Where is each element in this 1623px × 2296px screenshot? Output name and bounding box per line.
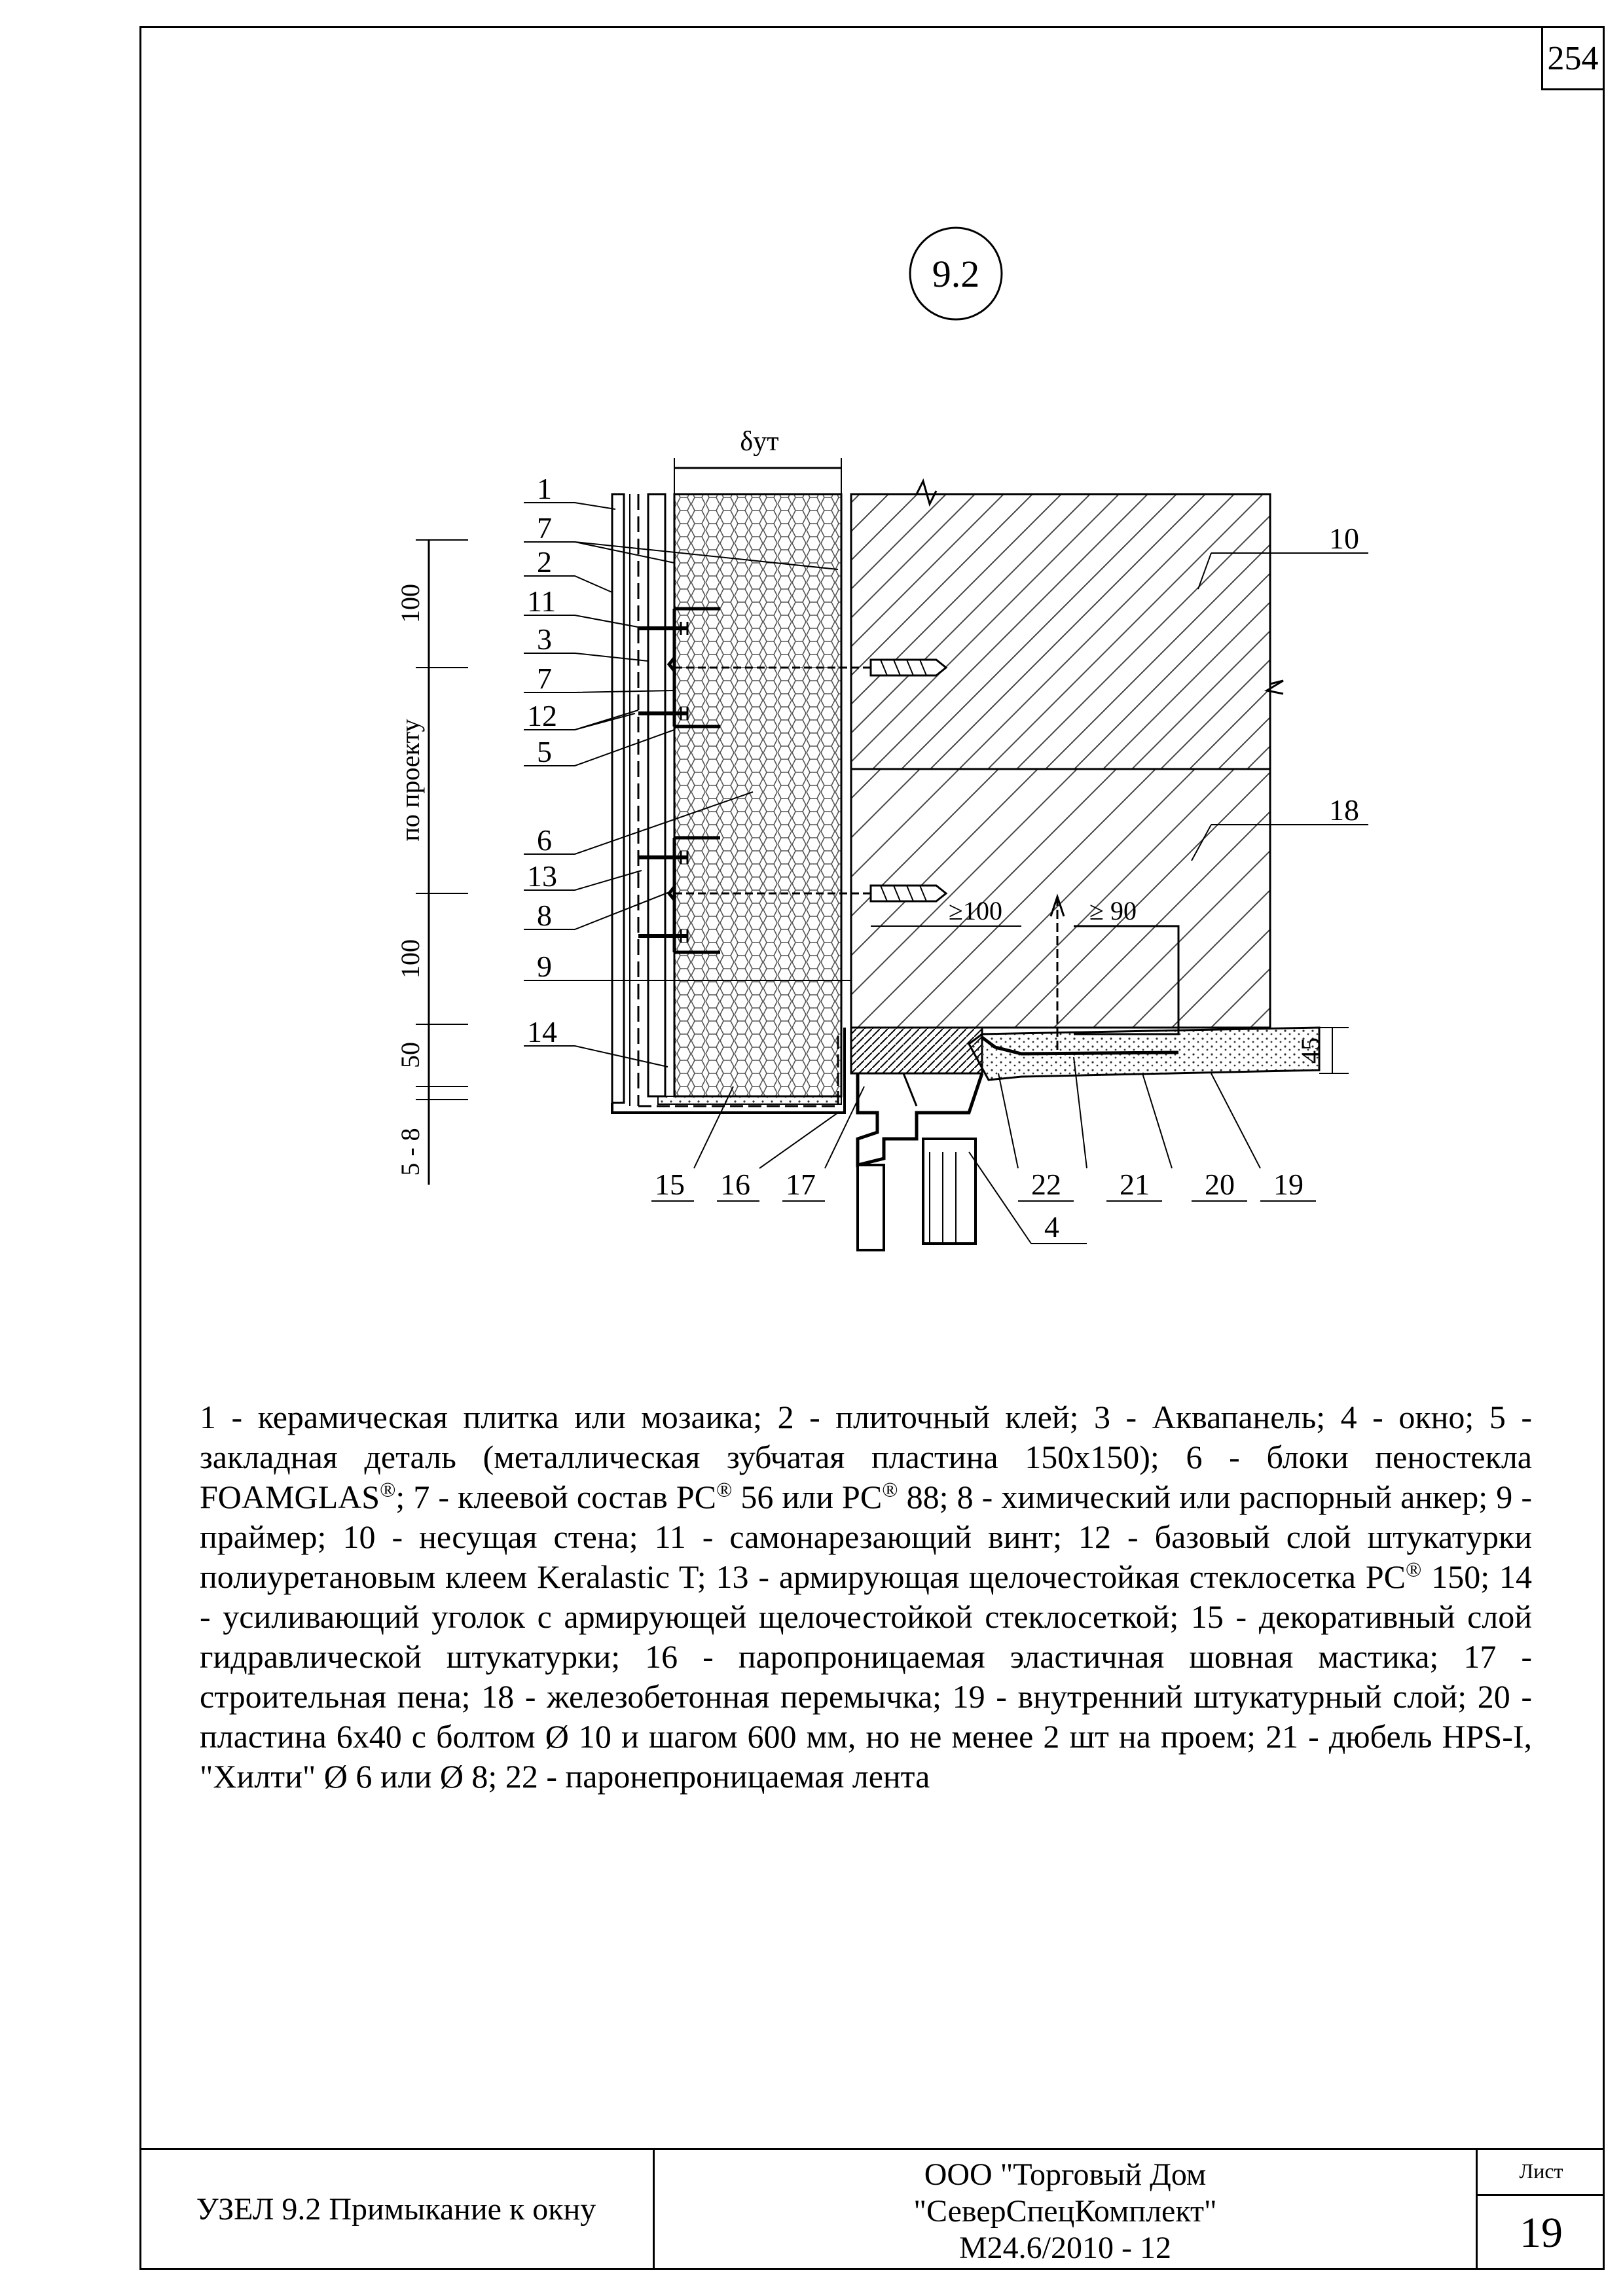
callout-4: 4: [1044, 1210, 1059, 1244]
reg-mark: ®: [1406, 1557, 1422, 1581]
callout-9: 9: [537, 950, 552, 983]
legend-part-2: ; 7 - клеевой состав PC: [395, 1479, 717, 1515]
callout-7a: 7: [537, 511, 552, 545]
dim-chain-vertical: [416, 540, 468, 1185]
document-code: М24.6/2010 - 12: [959, 2231, 1171, 2265]
decor-plaster: [658, 1096, 841, 1104]
legend-text: [200, 1397, 1532, 1797]
callout-14: 14: [527, 1015, 557, 1049]
reg-mark: ®: [380, 1477, 396, 1501]
company-line-1: ООО "Торговый Дом: [924, 2157, 1207, 2192]
drawing-title: УЗЕЛ 9.2 Примыкание к окну: [196, 2191, 596, 2227]
callout-2: 2: [537, 545, 552, 579]
company-info: [655, 2153, 1476, 2270]
legend-part-1: 1 - керамическая плитка или мозаика; 2 - плиточный клей; 3 - Аквапанель; 4 - окно; 5 - закладная деталь (металлическая зубчатая пластина 150x150); 6 - блоки пеностекла FOAMGLAS: [200, 1399, 1532, 1515]
foamglas-insulation: [674, 494, 841, 1096]
callout-21: 21: [1120, 1168, 1150, 1201]
callout-16: 16: [720, 1168, 750, 1201]
sheet-number: 19: [1520, 2208, 1563, 2257]
dim-min-plate: ≥ 90: [1089, 896, 1137, 925]
dim-50: 50: [395, 1042, 425, 1068]
callout-3: 3: [537, 622, 552, 656]
dim-insulation: δут: [740, 427, 779, 457]
legend-part-5: 150; 14 - усиливающий уголок с армирующей щелочестойкой стеклосеткой; 15 - декоративный слой гидравлической штукатурки; 16 - паропроницаемая эластичная шовная мастика; 17 - строительная пена; 18 - железобетонная перемычка; 19 - внутренний штукатурный слой; 20 - пластина 6x40 с болтом Ø 10 и шагом 600 мм, но не менее 2 шт на проем; 21 - дюбель HPS-I, "Хилти" Ø 6 или Ø 8; 22 - паронепроницаемая лента: [200, 1558, 1532, 1795]
dim-5-8: 5 - 8: [395, 1128, 425, 1176]
callout-5: 5: [537, 735, 552, 768]
tile-layer: [612, 494, 624, 1103]
legend-part-3: 56 или PC: [732, 1479, 883, 1515]
dim-project: по проекту: [395, 719, 425, 842]
callout-13: 13: [527, 859, 557, 893]
callout-15: 15: [655, 1168, 685, 1201]
callout-20: 20: [1205, 1168, 1235, 1201]
callout-17: 17: [786, 1168, 816, 1201]
dim-100-bottom: 100: [395, 939, 425, 978]
callout-underlines: [651, 1201, 1316, 1244]
callout-6: 6: [537, 823, 552, 857]
dim-min-anchor: ≥100: [949, 896, 1002, 925]
sheet-label: Лист: [1519, 2159, 1563, 2183]
callout-11: 11: [527, 584, 556, 618]
reg-mark: ®: [716, 1477, 733, 1501]
callout-22: 22: [1031, 1168, 1061, 1201]
callout-12: 12: [527, 699, 557, 732]
company-line-2: "СеверСпецКомплект": [913, 2194, 1217, 2229]
page-number: 254: [1541, 26, 1605, 90]
callout-7b: 7: [537, 662, 552, 695]
reg-mark: ®: [882, 1477, 898, 1501]
callout-8: 8: [537, 899, 552, 932]
callout-1: 1: [537, 472, 552, 505]
callout-10: 10: [1329, 522, 1359, 555]
callout-19: 19: [1273, 1168, 1304, 1201]
bearing-wall: [851, 494, 1270, 769]
window-frame: [851, 1028, 982, 1250]
legend-part-4: 88; 8 - химический или распорный анкер; 9 - праймер; 10 - несущая стена; 11 - самонарезающий винт; 12 - базовый слой штукатурки полиуретановым клеем Keralastic T; 13 - армирующая щелочестойкая стеклосетка PC: [200, 1479, 1532, 1595]
aquapanel-board: [648, 494, 665, 1096]
callout-18: 18: [1329, 793, 1359, 827]
node-label: 9.2: [932, 253, 980, 295]
dim-sill: 45: [1296, 1037, 1325, 1064]
dim-100-top: 100: [395, 584, 425, 623]
